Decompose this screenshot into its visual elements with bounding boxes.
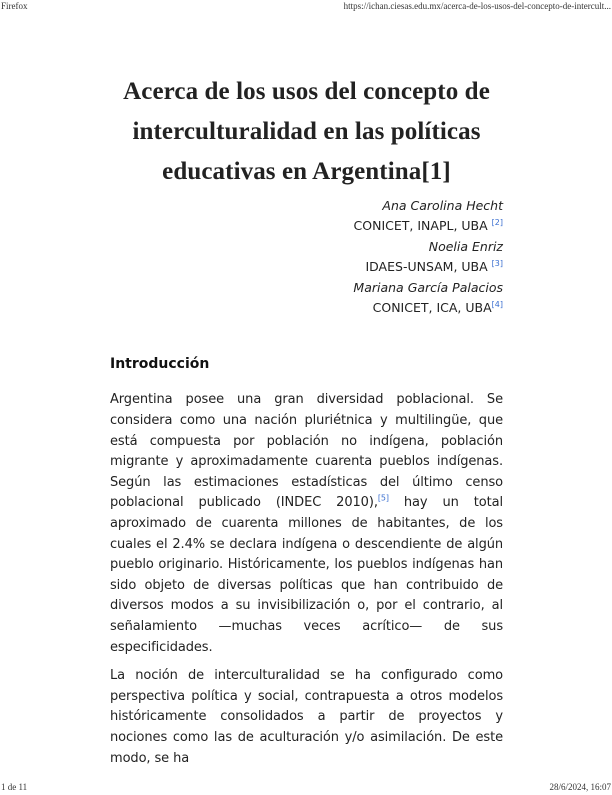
author-affiliation: CONICET, ICA, UBA[4]: [372, 299, 503, 316]
footnote-link-3[interactable]: [3]: [491, 259, 503, 269]
paragraph: Argentina posee una gran diversidad poblacional. Se considera como una nación pluriétnica y multilingüe, que está compuesta por población no indígena, población migrante y aproximadamente cuarenta pueblos indígenas. Según las estimaciones estadísticas del último censo poblacional publicado (INDEC 2010),[5] hay un total aproximado de cuarenta millones de habitantes, de los cuales el 2.4% se declara indígena o descendiente de algún pueblo originario. Históricamente, los pueblos indígenas han sido objeto de diversas políticas que han contribuido de diversos modos a su invisibilización o, por el contrario, al señalamiento —muchas veces acrítico— de sus especificidades.: [110, 392, 503, 655]
article: [110, 72, 503, 769]
footnote-link-4[interactable]: [4]: [491, 299, 503, 309]
footnote-link-2[interactable]: [2]: [491, 218, 503, 228]
author-list: [110, 196, 503, 318]
footnote-link-5[interactable]: [5]: [377, 494, 389, 504]
print-footer: [0, 781, 612, 795]
author-name: Noelia Enriz: [428, 238, 503, 254]
section-heading: Introducción: [110, 356, 210, 373]
author-name: Ana Carolina Hecht: [382, 198, 503, 213]
author-affiliation: IDAES-UNSAM, UBA [3]: [365, 259, 503, 275]
print-timestamp: 28/6/2024, 16:07: [549, 782, 611, 792]
browser-name: Firefox: [1, 1, 28, 11]
article-title: Acerca de los usos del concepto de interculturalidad en las políticas educativas en Argentina[1]: [123, 78, 490, 185]
author-name: Mariana García Palacios: [353, 279, 503, 295]
print-header: [0, 0, 612, 14]
paragraph: La noción de interculturalidad se ha configurado como perspectiva política y social, contrapuesta a otros modelos históricamente consolidados a partir de proyectos y nociones como las de aculturación y/o asimilación. De este modo, se ha: [110, 668, 503, 766]
page-number: 1 de 11: [1, 782, 28, 792]
page-url: https://ichan.ciesas.edu.mx/acerca-de-los-usos-del-concepto-de-intercult...: [343, 1, 611, 11]
author-affiliation: CONICET, INAPL, UBA [2]: [353, 218, 503, 234]
